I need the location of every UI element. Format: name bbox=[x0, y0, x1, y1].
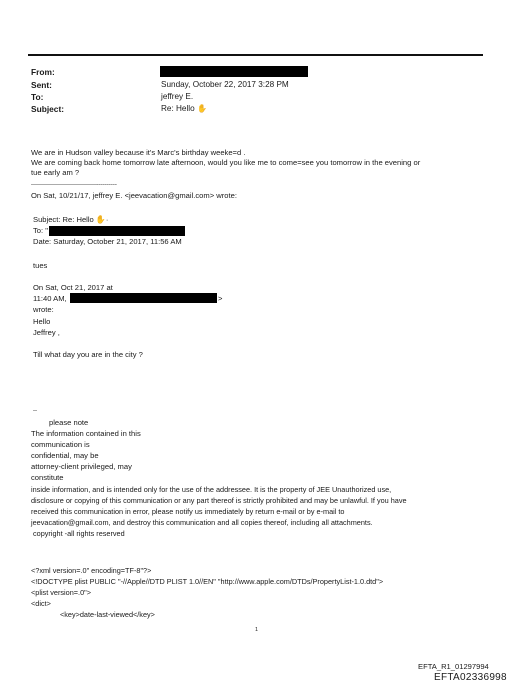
disclaimer-line-6: inside information, and is intended only for the use of the addressee. It is the property of JEE Unauthorized use, bbox=[31, 485, 392, 494]
disclaimer-line-3: confidential, may be bbox=[31, 451, 99, 460]
body-line-3: tue early am ? bbox=[31, 168, 80, 177]
disclaimer-line-2: communication is bbox=[31, 440, 90, 449]
to-label: To: bbox=[31, 92, 44, 102]
quoted-question: Till what day you are in the city ? bbox=[33, 350, 143, 359]
hand-emoji-icon: ✋ bbox=[196, 104, 207, 113]
page-number: 1 bbox=[255, 627, 259, 633]
quoted-hello: Hello bbox=[33, 317, 51, 326]
sent-label: Sent: bbox=[31, 80, 52, 90]
quoted-tues: tues bbox=[33, 261, 48, 270]
disclaimer-line-7: disclosure or copying of this communication or any part thereof is strictly prohibited and may be unlawful. If you have bbox=[31, 496, 407, 505]
quoted-jeffrey: Jeffrey , bbox=[33, 328, 60, 337]
quoted-subject-text: Subject: Re: Hello bbox=[33, 215, 94, 224]
disclaimer-line-10: copyright -all rights reserved bbox=[33, 529, 125, 538]
disclaimer-please-note: please note bbox=[49, 418, 89, 427]
xml-line-1: <?xml version=.0" encoding=TF-8"?> bbox=[31, 566, 152, 575]
hand-emoji-icon: ✋ bbox=[95, 215, 106, 224]
quoted-date: Date: Saturday, October 21, 2017, 11:56 AM bbox=[33, 237, 182, 246]
disclaimer-line-1: The information contained in this bbox=[31, 429, 141, 438]
quoted-on-sat-close: > bbox=[218, 294, 223, 303]
xml-line-2: <!DOCTYPE plist PUBLIC "-//Apple//DTD PLIST 1.0//EN" "http://www.apple.com/DTDs/PropertyList-1.0.dtd"> bbox=[31, 577, 384, 586]
redaction-from bbox=[160, 66, 308, 77]
quoted-wrote: wrote: bbox=[33, 305, 54, 314]
xml-line-3: <plist version=.0"> bbox=[31, 588, 91, 597]
to-value: jeffrey E. bbox=[161, 92, 194, 101]
bates-stamp-small: EFTA_R1_01297994 bbox=[418, 662, 489, 671]
body-line-2: We are coming back home tomorrow late afternoon, would you like me to come=see you tomorrow in the evening or bbox=[31, 158, 421, 167]
subject-text: Re: Hello bbox=[161, 104, 195, 113]
quoted-on-sat-2: 11:40 AM, bbox=[33, 294, 67, 303]
header-rule bbox=[28, 54, 483, 56]
sent-value: Sunday, October 22, 2017 3:28 PM bbox=[161, 80, 289, 89]
disclaimer-line-4: attorney-client privileged, may bbox=[31, 462, 132, 471]
separator-line: ------------------------------------------- bbox=[31, 182, 117, 188]
redaction-sender bbox=[70, 293, 217, 303]
from-label: From: bbox=[31, 67, 55, 77]
disclaimer-dashes: -- bbox=[33, 408, 37, 414]
xml-line-5: <key>date-last-viewed</key> bbox=[60, 610, 155, 619]
disclaimer-line-5: constitute bbox=[31, 473, 64, 482]
xml-line-4: <dict> bbox=[31, 599, 51, 608]
disclaimer-line-8: received this communication in error, please notify us immediately by return e-mail or by e-mail to bbox=[31, 507, 345, 516]
bates-stamp-large: EFTA02336998 bbox=[434, 672, 507, 683]
quoted-subject: Subject: Re: Hello ✋· bbox=[33, 215, 109, 224]
quoted-to: To: " bbox=[33, 226, 48, 235]
subject-value bbox=[161, 104, 207, 113]
disclaimer-line-9: jeevacation@gmail.com, and destroy this communication and all copies thereof, including all attachments. bbox=[31, 518, 373, 527]
on-wrote-line: On Sat, 10/21/17, jeffrey E. <jeevacation@gmail.com> wrote: bbox=[31, 191, 237, 200]
quoted-on-sat-1: On Sat, Oct 21, 2017 at bbox=[33, 283, 113, 292]
body-line-1: We are in Hudson valley because it's Marc's birthday weeke=d . bbox=[31, 148, 246, 157]
subject-label: Subject: bbox=[31, 104, 65, 114]
redaction-to bbox=[49, 226, 185, 236]
